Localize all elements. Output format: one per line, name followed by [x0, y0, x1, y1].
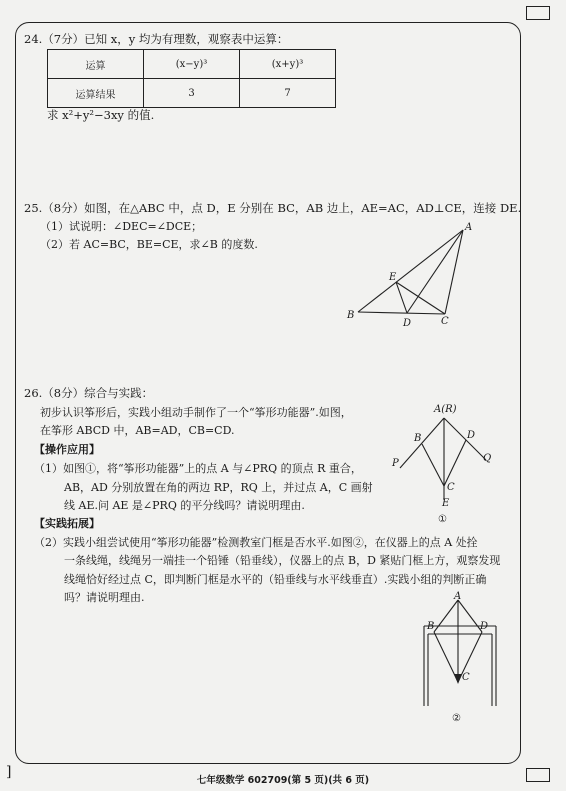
q26-fig1-label-b: B — [414, 433, 422, 444]
q24-table-row-b: 7 — [240, 79, 336, 108]
q26-p2-line1: （2）实践小组尝试使用“筝形功能器”检测教室门框是否水平.如图②，在仪器上的点 A 处拴 — [34, 536, 478, 549]
q24-table — [47, 49, 336, 108]
q26-fig2-label-c: C — [462, 672, 470, 683]
q25-label-a: A — [465, 222, 473, 233]
q24-table-header-a: (x−y)³ — [144, 50, 240, 79]
q25-label-b: B — [347, 310, 355, 321]
q26-section-operation: 【操作应用】 — [34, 443, 100, 456]
q24-table-header-op: 运算 — [48, 50, 144, 79]
q26-fig1-caption: ① — [438, 514, 447, 525]
q25-part1: （1）试说明：∠DEC=∠DCE； — [40, 220, 203, 233]
q26-p1-line2: AB，AD 分别放置在角的两边 RP，RQ 上，并过点 A，C 画射 — [64, 481, 373, 494]
q26-fig1-label-ar: A(R) — [434, 404, 457, 415]
q26-fig2-caption: ② — [452, 713, 461, 724]
q26-p1-line1: （1）如图①，将“筝形功能器”上的点 A 与∠PRQ 的顶点 R 重合， — [34, 462, 362, 475]
q25-part2: （2）若 AC=BC，BE=CE，求∠B 的度数. — [40, 238, 258, 251]
page-footer: 七年级数学 602709(第 5 页)(共 6 页) — [196, 775, 370, 786]
q25-title: 25.（8分）如图，在△ABC 中，点 D，E 分别在 BC，AB 边上，AE=AC，AD⊥CE，连接 DE. — [24, 201, 522, 215]
q26-fig2-label-b: B — [427, 621, 435, 632]
q26-p2-line3: 线绳恰好经过点 C，即判断门框是水平的（铅垂线与水平线垂直）.实践小组的判断正确 — [64, 573, 487, 586]
q25-label-d: D — [403, 318, 412, 329]
q26-fig2-label-d: D — [480, 621, 489, 632]
q26-fig1-label-q: Q — [483, 453, 492, 464]
q24-table-row-a: 3 — [144, 79, 240, 108]
q26-fig1-label-c: C — [447, 482, 455, 493]
q26-fig1-label-p: P — [392, 458, 399, 469]
corner-mark-top-right — [526, 6, 550, 20]
q24-table-row-label: 运算结果 — [48, 79, 144, 108]
q26-intro-1: 初步认识筝形后，实践小组动手制作了一个“筝形功能器”.如图， — [40, 406, 352, 419]
q26-figure-2 — [410, 588, 510, 730]
q26-section-practice: 【实践拓展】 — [34, 517, 100, 530]
q24-title: 24.（7分）已知 x，y 均为有理数，观察表中运算： — [24, 32, 289, 46]
q24-ask: 求 x²+y²−3xy 的值. — [47, 108, 155, 122]
q26-figure-1 — [388, 400, 498, 528]
q26-fig2-label-a: A — [454, 591, 462, 602]
q26-title: 26.（8分）综合与实践： — [24, 386, 154, 400]
corner-mark-bottom-left: ] — [6, 764, 12, 780]
q25-label-c: C — [441, 316, 449, 327]
q26-p1-line3: 线 AE.问 AE 是∠PRQ 的平分线吗？请说明理由. — [64, 499, 305, 512]
q25-label-e: E — [389, 272, 397, 283]
plumb-bob-icon — [454, 674, 462, 684]
q26-p2-line2: 一条线绳，线绳另一端挂一个铅锤（铅垂线），仪器上的点 B，D 紧贴门框上方，观察发现 — [64, 554, 501, 567]
q26-p2-line4: 吗？请说明理由. — [64, 591, 145, 604]
q24-table-header-b: (x+y)³ — [240, 50, 336, 79]
q26-fig1-label-d: D — [467, 430, 476, 441]
q26-intro-2: 在筝形 ABCD 中，AB=AD，CB=CD. — [40, 424, 235, 437]
q25-figure — [340, 220, 480, 330]
q26-fig1-label-e: E — [442, 498, 450, 509]
